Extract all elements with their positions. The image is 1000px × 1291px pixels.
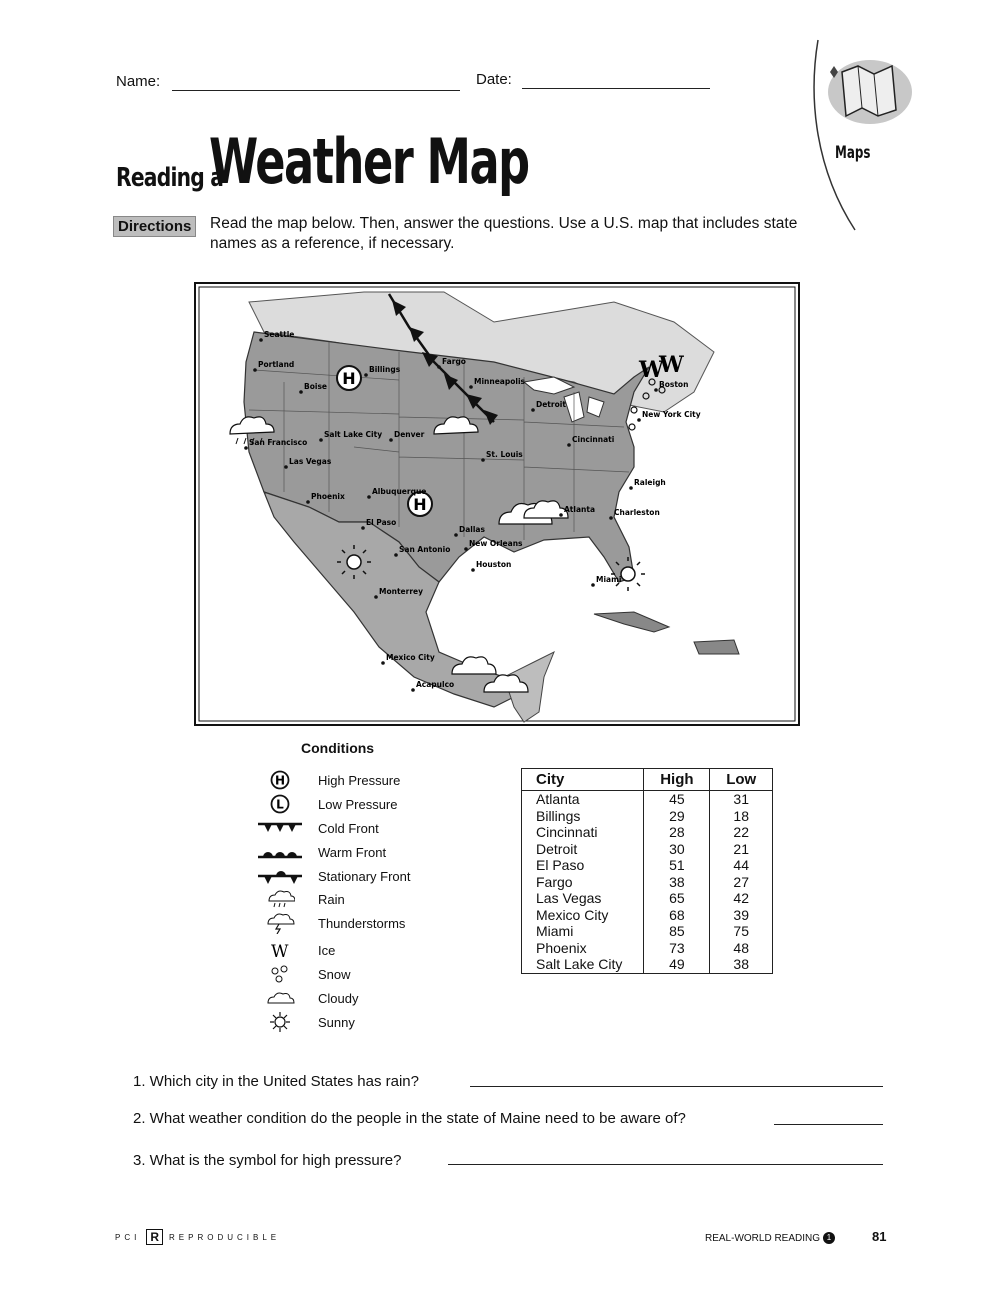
- low-cell: 42: [710, 890, 773, 907]
- low-cell: 31: [710, 791, 773, 808]
- city-dot: [381, 661, 385, 665]
- city-cell: Miami: [522, 923, 644, 940]
- legend-cold-front: Cold Front: [258, 817, 379, 839]
- question-1: 1. Which city in the United States has rain?: [133, 1073, 419, 1090]
- city-dot: [637, 418, 641, 422]
- city-label: San Antonio: [399, 545, 451, 554]
- thunderstorm-icon: [265, 912, 295, 934]
- city-label: Mexico City: [386, 653, 435, 662]
- city-dot: [531, 408, 535, 412]
- maps-corner-tab: [800, 30, 930, 240]
- city-cell: Atlanta: [522, 791, 644, 808]
- city-label: Detroit: [536, 400, 566, 409]
- city-dot: [609, 516, 613, 520]
- title-main: Weather Map: [209, 125, 529, 198]
- low-cell: 39: [710, 907, 773, 924]
- city-label: Boston: [659, 380, 689, 389]
- city-dot: [253, 368, 257, 372]
- city-label: Dallas: [459, 525, 485, 534]
- temperature-table: [521, 768, 773, 974]
- city-label: New Orleans: [469, 539, 523, 548]
- low-pressure-icon: [269, 793, 291, 815]
- high-cell: 49: [644, 956, 710, 973]
- table-row: [522, 874, 773, 891]
- low-cell: 75: [710, 923, 773, 940]
- directions-badge: Directions: [113, 216, 196, 237]
- table-row: [522, 923, 773, 940]
- answer-1-field[interactable]: [470, 1086, 883, 1087]
- legend-stationary-front: Stationary Front: [258, 865, 411, 887]
- city-dot: [389, 438, 393, 442]
- city-label: New York City: [642, 410, 701, 419]
- date-label: Date:: [476, 71, 512, 88]
- legend-warm-front: Warm Front: [258, 841, 386, 863]
- city-label: Acapulco: [416, 680, 455, 689]
- city-label: Cincinnati: [572, 435, 615, 444]
- city-label: Albuquerque: [372, 487, 427, 496]
- ice-icon: [268, 939, 292, 961]
- city-label: Minneapolis: [474, 377, 525, 386]
- reproducible-logo: R: [146, 1229, 163, 1245]
- city-dot: [374, 595, 378, 599]
- legend-rain: Rain: [258, 888, 345, 910]
- city-label: Phoenix: [311, 492, 345, 501]
- city-cell: Mexico City: [522, 907, 644, 924]
- low-cell: 44: [710, 857, 773, 874]
- city-label: St. Louis: [486, 450, 523, 459]
- svg-text:W: W: [659, 352, 684, 378]
- city-dot: [367, 495, 371, 499]
- cloud-icon: [265, 989, 295, 1007]
- high-pressure-marker-1: [337, 366, 361, 390]
- city-dot: [471, 568, 475, 572]
- legend-low-pressure: L Low Pressure: [258, 793, 397, 815]
- city-cell: Detroit: [522, 841, 644, 858]
- col-header-low: Low: [710, 769, 773, 791]
- sun-icon: [268, 1010, 292, 1034]
- legend-high-pressure: H High Pressure: [258, 769, 400, 791]
- warm-front-icon: [258, 845, 302, 859]
- title-prefix: Reading a: [116, 163, 224, 193]
- table-row: [522, 791, 773, 808]
- city-cell: Las Vegas: [522, 890, 644, 907]
- name-label: Name:: [116, 73, 161, 90]
- city-dot: [591, 583, 595, 587]
- high-cell: 38: [644, 874, 710, 891]
- city-dot: [567, 443, 571, 447]
- high-cell: 73: [644, 940, 710, 957]
- high-cell: 51: [644, 857, 710, 874]
- high-cell: 68: [644, 907, 710, 924]
- low-cell: 48: [710, 940, 773, 957]
- low-cell: 22: [710, 824, 773, 841]
- table-row: [522, 808, 773, 825]
- city-label: San Francisco: [249, 438, 308, 447]
- table-row: [522, 841, 773, 858]
- table-row: [522, 857, 773, 874]
- high-cell: 65: [644, 890, 710, 907]
- high-cell: 29: [644, 808, 710, 825]
- city-label: Boise: [304, 382, 327, 391]
- table-row: [522, 890, 773, 907]
- high-cell: 28: [644, 824, 710, 841]
- city-cell: Fargo: [522, 874, 644, 891]
- city-dot: [411, 688, 415, 692]
- city-label: Denver: [394, 430, 425, 439]
- legend-thunderstorms: Thunderstorms: [258, 912, 405, 934]
- svg-text:H: H: [413, 495, 427, 514]
- city-label: Raleigh: [634, 478, 666, 487]
- weather-map: [194, 282, 800, 726]
- city-dot: [464, 547, 468, 551]
- question-2: 2. What weather condition do the people in the state of Maine need to be aware of?: [133, 1110, 686, 1127]
- city-label: Charleston: [614, 508, 660, 517]
- legend-title: Conditions: [301, 740, 375, 756]
- svg-text:H: H: [274, 773, 286, 788]
- answer-3-field[interactable]: [448, 1164, 883, 1165]
- svg-text:W: W: [639, 357, 664, 383]
- svg-text:W: W: [271, 942, 289, 961]
- city-label: Atlanta: [564, 505, 596, 514]
- col-header-high: High: [644, 769, 710, 791]
- table-row: [522, 907, 773, 924]
- snow-icon: [268, 963, 292, 985]
- low-cell: 18: [710, 808, 773, 825]
- city-dot: [364, 373, 368, 377]
- cold-front-icon: [258, 821, 302, 835]
- low-cell: 27: [710, 874, 773, 891]
- city-label: El Paso: [366, 518, 397, 527]
- svg-text:L: L: [276, 797, 284, 812]
- city-cell: Phoenix: [522, 940, 644, 957]
- city-dot: [259, 338, 263, 342]
- city-label: Seattle: [264, 330, 295, 339]
- city-cell: Salt Lake City: [522, 956, 644, 973]
- question-3: 3. What is the symbol for high pressure?: [133, 1152, 402, 1169]
- low-cell: 21: [710, 841, 773, 858]
- hispaniola-island: [694, 640, 739, 654]
- name-field[interactable]: [172, 90, 460, 91]
- city-label: Las Vegas: [289, 457, 332, 466]
- city-cell: El Paso: [522, 857, 644, 874]
- city-dot: [437, 365, 441, 369]
- table-row: [522, 940, 773, 957]
- page-number: 81: [872, 1229, 887, 1244]
- city-cell: Billings: [522, 808, 644, 825]
- high-cell: 85: [644, 923, 710, 940]
- city-dot: [306, 500, 310, 504]
- high-cell: 45: [644, 791, 710, 808]
- maps-section-label: Maps: [835, 143, 871, 163]
- series-number-badge: 1: [823, 1232, 835, 1244]
- high-cell: 30: [644, 841, 710, 858]
- stationary-front-icon: [258, 866, 302, 886]
- footer-right: REAL-WORLD READING 1: [705, 1232, 835, 1244]
- city-label: Monterrey: [379, 587, 424, 596]
- city-dot: [469, 385, 473, 389]
- city-dot: [361, 526, 365, 530]
- legend-snow: Snow: [258, 963, 351, 985]
- table-row: [522, 956, 773, 973]
- col-header-city: City: [522, 769, 644, 791]
- city-cell: Cincinnati: [522, 824, 644, 841]
- city-label: Fargo: [442, 357, 466, 366]
- city-label: Salt Lake City: [324, 430, 383, 439]
- directions-text: Read the map below. Then, answer the questions. Use a U.S. map that includes state names as a reference, if necessary.: [210, 215, 798, 252]
- svg-text:H: H: [342, 369, 356, 388]
- city-label: Miami: [596, 575, 622, 584]
- city-dot: [481, 458, 485, 462]
- city-dot: [394, 553, 398, 557]
- footer-left: PCI R REPRODUCIBLE: [115, 1230, 281, 1244]
- city-dot: [319, 438, 323, 442]
- low-cell: 38: [710, 956, 773, 973]
- city-dot: [284, 465, 288, 469]
- city-label: Portland: [258, 360, 295, 369]
- city-label: Billings: [369, 365, 401, 374]
- legend-cloudy: Cloudy: [258, 987, 358, 1009]
- answer-2-field[interactable]: [774, 1124, 883, 1125]
- table-row: [522, 824, 773, 841]
- city-dot: [654, 388, 658, 392]
- city-label: Houston: [476, 560, 512, 569]
- legend-sunny: Sunny: [258, 1011, 355, 1033]
- legend-ice: W Ice: [258, 939, 335, 961]
- city-dot: [559, 513, 563, 517]
- date-field[interactable]: [522, 88, 710, 89]
- city-dot: [454, 533, 458, 537]
- city-dot: [299, 390, 303, 394]
- city-dot: [244, 446, 248, 450]
- rain-icon: [265, 889, 295, 909]
- high-pressure-icon: [269, 769, 291, 791]
- city-dot: [629, 486, 633, 490]
